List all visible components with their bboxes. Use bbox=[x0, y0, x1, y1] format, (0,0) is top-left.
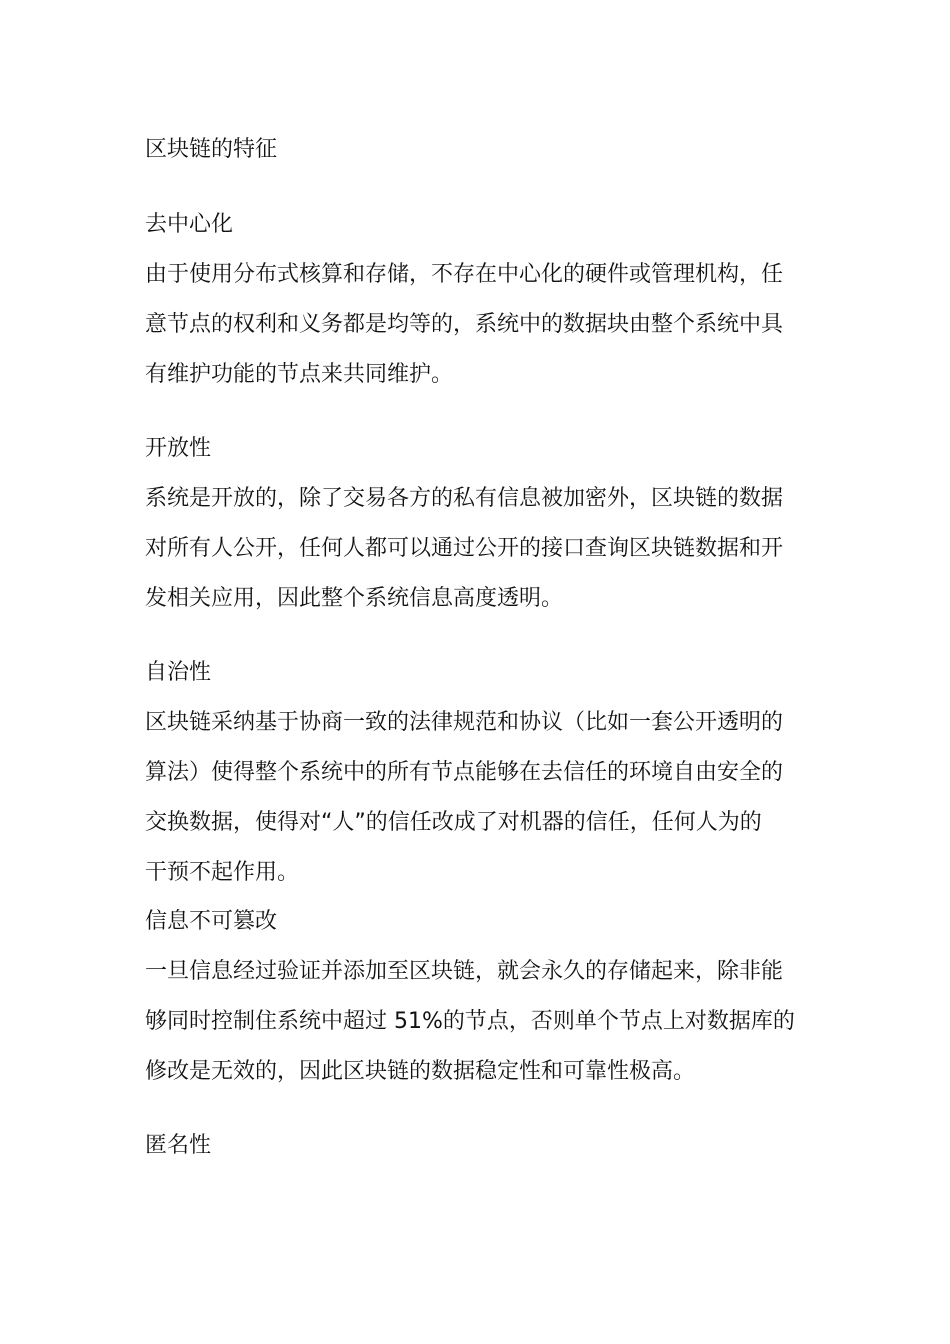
paragraph-line: 对所有人公开，任何人都可以通过公开的接口查询区块链数据和开 bbox=[145, 536, 784, 561]
section-heading-decentralization: 去中心化 bbox=[145, 212, 234, 237]
paragraph-line: 一旦信息经过验证并添加至区块链，就会永久的存储起来，除非能 bbox=[145, 959, 784, 984]
page-title: 区块链的特征 bbox=[145, 137, 278, 162]
paragraph-line: 有维护功能的节点来共同维护。 bbox=[145, 362, 454, 387]
paragraph-line: 发相关应用，因此整个系统信息高度透明。 bbox=[145, 586, 564, 611]
section-heading-immutability: 信息不可篡改 bbox=[145, 909, 278, 934]
paragraph-line: 算法）使得整个系统中的所有节点能够在去信任的环境自由安全的 bbox=[145, 760, 784, 785]
paragraph-line: 够同时控制住系统中超过 51%的节点，否则单个节点上对数据库的 bbox=[145, 1009, 795, 1034]
paragraph-line: 交换数据，使得对“人”的信任改成了对机器的信任，任何人为的 bbox=[145, 810, 762, 835]
section-heading-openness: 开放性 bbox=[145, 436, 212, 461]
paragraph-line: 区块链采纳基于协商一致的法律规范和协议（比如一套公开透明的 bbox=[145, 710, 784, 735]
paragraph-line: 意节点的权利和义务都是均等的，系统中的数据块由整个系统中具 bbox=[145, 312, 784, 337]
section-heading-anonymity: 匿名性 bbox=[145, 1133, 212, 1158]
section-heading-autonomy: 自治性 bbox=[145, 660, 212, 685]
paragraph-line: 由于使用分布式核算和存储，不存在中心化的硬件或管理机构，任 bbox=[145, 262, 784, 287]
paragraph-line: 干预不起作用。 bbox=[145, 860, 300, 885]
paragraph-line: 系统是开放的，除了交易各方的私有信息被加密外，区块链的数据 bbox=[145, 486, 784, 511]
paragraph-line: 修改是无效的，因此区块链的数据稳定性和可靠性极高。 bbox=[145, 1059, 696, 1084]
